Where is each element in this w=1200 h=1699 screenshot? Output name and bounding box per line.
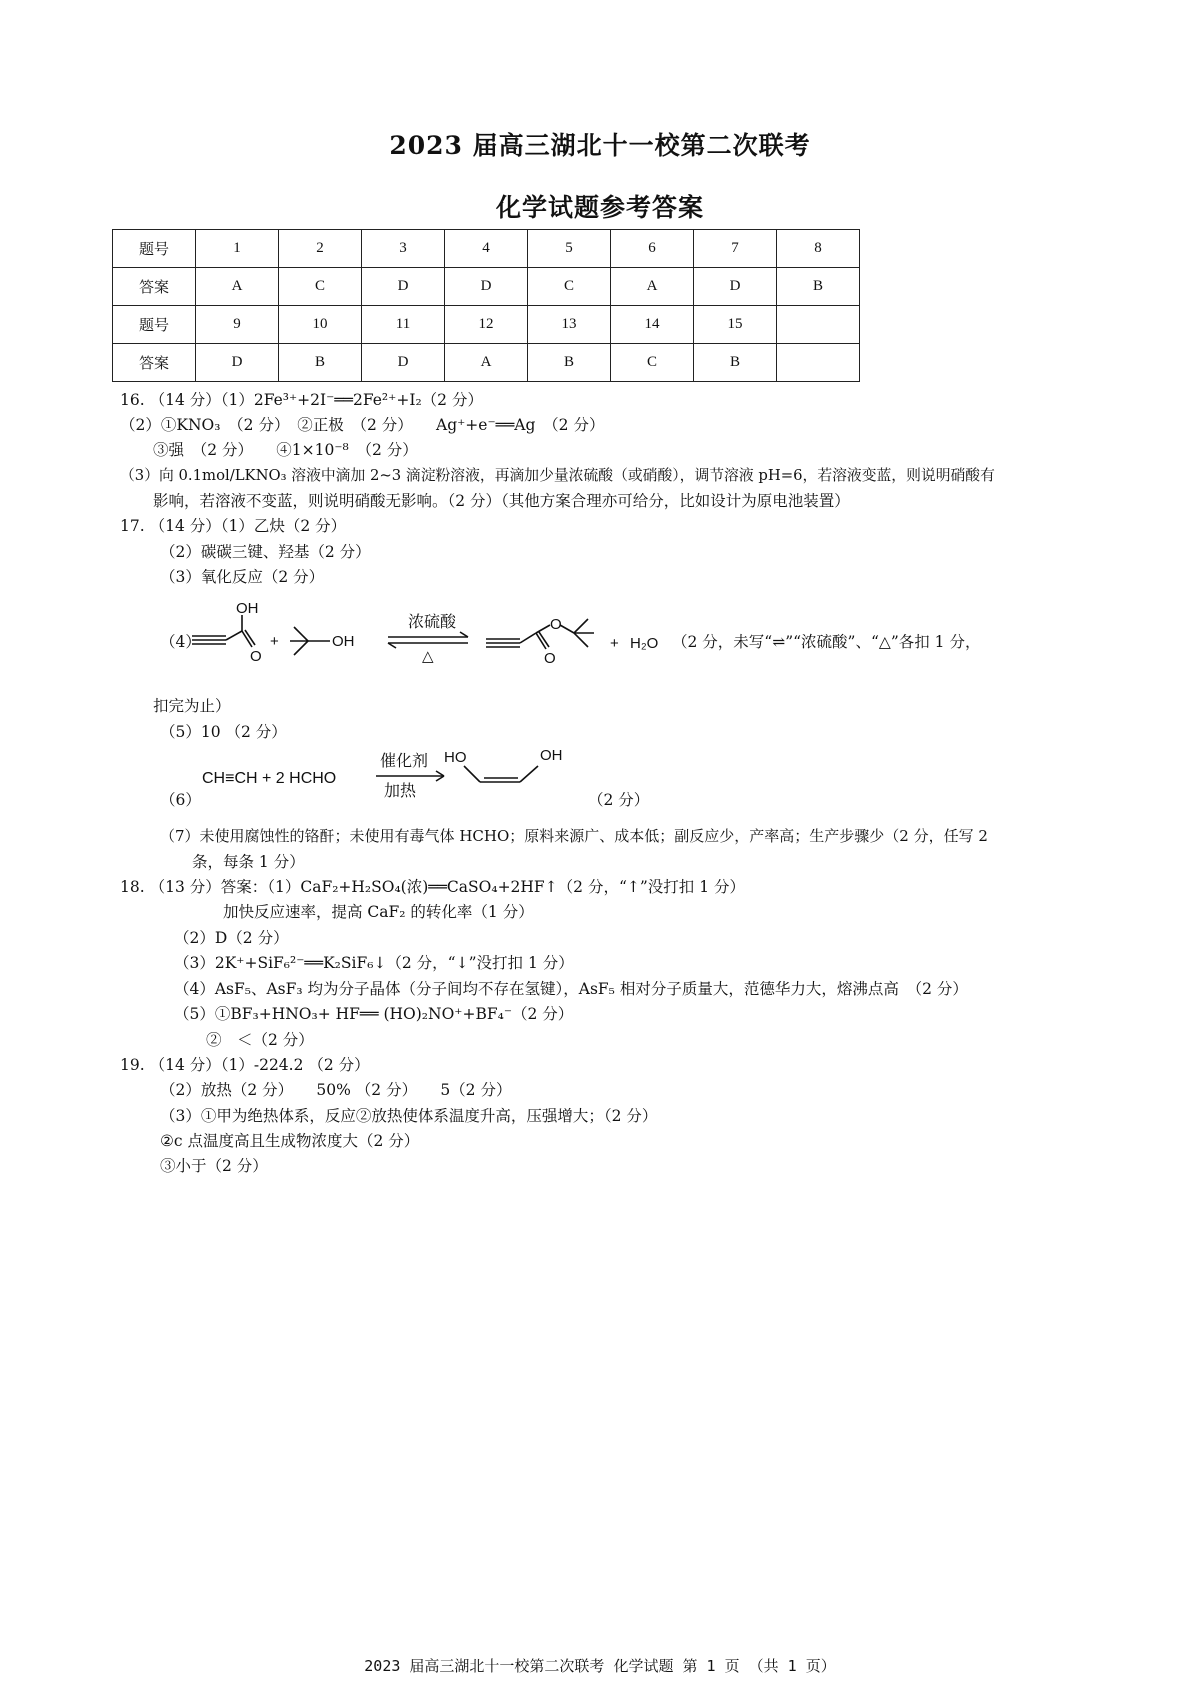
plus-sign-2: + [610, 635, 619, 652]
q19-line-3: （3）①甲为绝热体系，反应②放热使体系温度升高，压强增大；（2 分） [160, 1107, 658, 1125]
q19-line-5: ③小于（2 分） [160, 1157, 268, 1175]
q18-line-1: 18. （13 分）答案：（1）CaF₂+H₂SO₄(浓)══CaSO₄+2HF↑（2 分，“↑”没打扣 1 分） [120, 878, 746, 896]
table-cell: D [196, 344, 279, 382]
catalyst-label: 催化剂 [380, 753, 429, 770]
table-header-cell: 题号 [113, 230, 196, 268]
alcohol-oh-label: OH [332, 633, 355, 650]
esterification-equation [190, 603, 670, 675]
table-cell [777, 344, 860, 382]
table-cell: 7 [694, 230, 777, 268]
table-cell: D [445, 268, 528, 306]
q17-line-7: （7）未使用腐蚀性的铬酐；未使用有毒气体 HCHO；原料来源广、成本低；副反应少，产率高；生产步骤少（2 分，任写 2 [160, 827, 988, 845]
synthesis-equation [200, 746, 590, 802]
table-cell: 2 [279, 230, 362, 268]
table-cell: 14 [611, 306, 694, 344]
table-header-cell: 答案 [113, 268, 196, 306]
table-cell: 10 [279, 306, 362, 344]
plus-sign: + [270, 633, 279, 650]
table-row [113, 230, 860, 268]
q17-line-4-note-cont: 扣完为止） [153, 697, 231, 715]
table-header-cell: 题号 [113, 306, 196, 344]
table-cell: D [694, 268, 777, 306]
q16-line-5: 影响，若溶液不变蓝，则说明硝酸无影响。（2 分）（其他方案合理亦可给分，比如设计为原电池装置） [153, 492, 850, 510]
table-cell: A [611, 268, 694, 306]
q19-line-4: ②c 点温度高且生成物浓度大（2 分） [160, 1132, 420, 1150]
q16-line-1: 16. （14 分）（1）2Fe³⁺+2I⁻══2Fe²⁺+I₂（2 分） [120, 391, 483, 409]
q17-line-4-note: （2 分，未写“⇌”“浓硫酸”、“△”各扣 1 分， [672, 633, 981, 651]
table-cell: 15 [694, 306, 777, 344]
product-oh-label: OH [540, 747, 563, 764]
table-cell: 3 [362, 230, 445, 268]
table-header-cell: 答案 [113, 344, 196, 382]
table-row [113, 306, 860, 344]
q17-line-2: （2）碳碳三键、羟基（2 分） [160, 543, 371, 561]
page-footer: 2023 届高三湖北十一校第二次联考 化学试题 第 1 页 （共 1 页） [364, 1657, 836, 1675]
acid-oh-label: OH [236, 603, 259, 617]
table-row [113, 344, 860, 382]
table-cell: 8 [777, 230, 860, 268]
table-cell: C [279, 268, 362, 306]
table-cell: A [445, 344, 528, 382]
ester-carbonyl-o-label: O [544, 650, 556, 667]
q16-line-2: （2）①KNO₃ （2 分） ②正极 （2 分） Ag⁺+e⁻══Ag （2 分） [120, 416, 605, 434]
page-title: 2023 届高三湖北十一校第二次联考 [389, 131, 811, 160]
table-cell: A [196, 268, 279, 306]
q17-line-3: （3）氧化反应（2 分） [160, 568, 325, 586]
table-cell: 5 [528, 230, 611, 268]
table-row [113, 268, 860, 306]
q18-line-7: ② ＜（2 分） [206, 1031, 314, 1049]
water-label: H₂O [630, 635, 659, 652]
q16-line-4: （3）向 0.1mol/LKNO₃ 溶液中滴加 2~3 滴淀粉溶液，再滴加少量浓硫酸（或硝酸），调节溶液 pH=6，若溶液变蓝，则说明硝酸有 [120, 467, 995, 484]
q17-line-1: 17. （14 分）（1）乙炔（2 分） [120, 517, 347, 535]
q19-line-1: 19. （14 分）（1）-224.2 （2 分） [120, 1056, 370, 1074]
table-cell: 9 [196, 306, 279, 344]
q18-line-6: （5）①BF₃+HNO₃+ HF══ (HO)₂NO⁺+BF₄⁻（2 分） [174, 1005, 574, 1023]
q18-line-3: （2）D（2 分） [174, 929, 289, 947]
q17-line-5: （5）10 （2 分） [160, 723, 287, 741]
heat-label: △ [422, 648, 434, 665]
q17-line-6-prefix: （6） [160, 791, 201, 809]
acid-o-label: O [250, 648, 262, 665]
reactants-label: CH≡CH + 2 HCHO [202, 770, 337, 787]
q18-line-2: 加快反应速率，提高 CaF₂ 的转化率（1 分） [223, 903, 534, 921]
table-cell: C [528, 268, 611, 306]
q18-line-5: （4）AsF₅、AsF₃ 均为分子晶体（分子间均不存在氢键），AsF₅ 相对分子质量大，范德华力大，熔沸点高 （2 分） [174, 980, 968, 998]
q18-line-4: （3）2K⁺+SiF₆²⁻══K₂SiF₆↓（2 分，“↓”没打扣 1 分） [174, 954, 574, 972]
table-cell: B [528, 344, 611, 382]
table-cell: 13 [528, 306, 611, 344]
table-cell: D [362, 268, 445, 306]
q17-line-8: 条，每条 1 分） [192, 853, 305, 871]
product-ho-label: HO [444, 749, 467, 766]
answer-table [112, 229, 860, 382]
heating-label: 加热 [384, 783, 417, 800]
table-cell: B [777, 268, 860, 306]
q19-line-2: （2）放热（2 分） 50% （2 分） 5（2 分） [160, 1081, 512, 1099]
table-cell: B [279, 344, 362, 382]
table-cell: 1 [196, 230, 279, 268]
table-cell: 11 [362, 306, 445, 344]
q17-line-4-prefix: （4） [160, 633, 201, 651]
q17-line-6-score: （2 分） [588, 791, 650, 809]
table-cell: C [611, 344, 694, 382]
table-cell: 4 [445, 230, 528, 268]
table-cell: 12 [445, 306, 528, 344]
table-cell [777, 306, 860, 344]
table-cell: D [362, 344, 445, 382]
ester-o-label: O [550, 616, 562, 633]
page-subtitle: 化学试题参考答案 [495, 193, 704, 222]
table-cell: B [694, 344, 777, 382]
catalyst-label: 浓硫酸 [408, 614, 457, 631]
q16-line-3: ③强 （2 分） ④1×10⁻⁸ （2 分） [153, 441, 418, 459]
table-cell: 6 [611, 230, 694, 268]
